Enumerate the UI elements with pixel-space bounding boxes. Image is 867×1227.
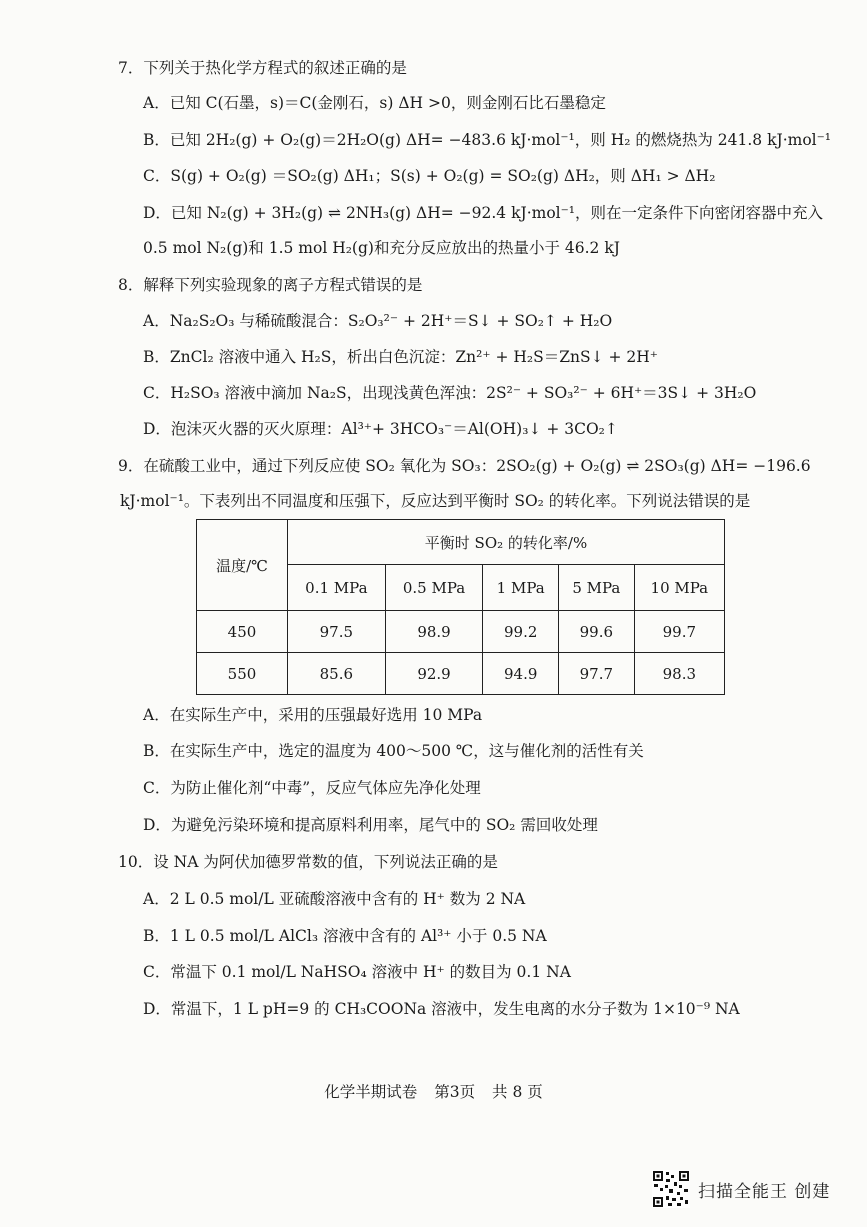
q8-stem: 8．解释下列实验现象的离子方程式错误的是 bbox=[118, 276, 423, 294]
q8-option-a: A．Na₂S₂O₃ 与稀硫酸混合：S₂O₃²⁻ + 2H⁺＝S↓ + SO₂↑ + H₂O bbox=[143, 312, 613, 330]
q7-stem: 7．下列关于热化学方程式的叙述正确的是 bbox=[118, 59, 407, 77]
table-cell: 98.3 bbox=[634, 653, 724, 695]
pressure-header: 5 MPa bbox=[559, 565, 635, 611]
table-cell: 98.9 bbox=[385, 611, 483, 653]
table-cell: 99.7 bbox=[634, 611, 724, 653]
conversion-table bbox=[196, 519, 725, 695]
q7-option-d: D．已知 N₂(g) + 3H₂(g) ⇌ 2NH₃(g) ΔH= −92.4 kJ·mol⁻¹，则在一定条件下向密闭容器中充入 bbox=[143, 204, 824, 222]
q7-option-d-continued: 0.5 mol N₂(g)和 1.5 mol H₂(g)和充分反应放出的热量小于 46.2 kJ bbox=[143, 239, 620, 257]
watermark-text: 扫描全能王 创建 bbox=[698, 1181, 831, 1202]
footer-subject: 化学半期试卷 bbox=[324, 1083, 418, 1101]
temperature-cell: 550 bbox=[197, 653, 288, 695]
table-group-header: 平衡时 SO₂ 的转化率/% bbox=[288, 520, 725, 565]
q7-option-a: A．已知 C(石墨，s)＝C(金刚石，s) ΔH >0，则金刚石比石墨稳定 bbox=[143, 94, 606, 112]
table-cell: 92.9 bbox=[385, 653, 483, 695]
footer-page-number: 第3页 bbox=[434, 1083, 476, 1101]
q9-stem-continued: kJ·mol⁻¹。下表列出不同温度和压强下，反应达到平衡时 SO₂ 的转化率。下列说法错误的是 bbox=[120, 492, 751, 510]
table-corner-header: 温度/℃ bbox=[197, 520, 288, 611]
table-cell: 97.7 bbox=[559, 653, 635, 695]
q9-option-d: D．为避免污染环境和提高原料利用率，尾气中的 SO₂ 需回收处理 bbox=[143, 816, 598, 834]
q9-option-c: C．为防止催化剂“中毒”，反应气体应先净化处理 bbox=[143, 779, 481, 797]
q8-option-d: D．泡沫灭火器的灭火原理：Al³⁺+ 3HCO₃⁻＝Al(OH)₃↓ + 3CO₂↑ bbox=[143, 420, 618, 438]
pressure-header: 1 MPa bbox=[483, 565, 559, 611]
q7-option-b: B．已知 2H₂(g) + O₂(g)＝2H₂O(g) ΔH= −483.6 kJ·mol⁻¹，则 H₂ 的燃烧热为 241.8 kJ·mol⁻¹ bbox=[143, 131, 832, 149]
table-row bbox=[197, 653, 725, 695]
table-row bbox=[197, 611, 725, 653]
q8-option-c: C．H₂SO₃ 溶液中滴加 Na₂S，出现浅黄色浑浊：2S²⁻ + SO₃²⁻ + 6H⁺＝3S↓ + 3H₂O bbox=[143, 384, 757, 402]
q9-option-a: A．在实际生产中，采用的压强最好选用 10 MPa bbox=[143, 706, 483, 724]
q7-option-c: C．S(g) + O₂(g) ＝SO₂(g) ΔH₁；S(s) + O₂(g) = SO₂(g) ΔH₂，则 ΔH₁ > ΔH₂ bbox=[143, 167, 716, 185]
temperature-cell: 450 bbox=[197, 611, 288, 653]
q10-stem: 10．设 NA 为阿伏加德罗常数的值，下列说法正确的是 bbox=[118, 853, 498, 871]
q10-option-d: D．常温下，1 L pH=9 的 CH₃COONa 溶液中，发生电离的水分子数为 1×10⁻⁹ NA bbox=[143, 1000, 740, 1018]
footer-total-pages: 共 8 页 bbox=[492, 1083, 543, 1101]
q10-option-a: A．2 L 0.5 mol/L 亚硫酸溶液中含有的 H⁺ 数为 2 NA bbox=[143, 890, 526, 908]
table-cell: 99.6 bbox=[559, 611, 635, 653]
table-cell: 85.6 bbox=[288, 653, 386, 695]
scanner-watermark bbox=[652, 1170, 830, 1208]
page-footer bbox=[0, 1080, 867, 1102]
table-cell: 97.5 bbox=[288, 611, 386, 653]
qr-code-icon bbox=[652, 1170, 690, 1208]
pressure-header: 0.5 MPa bbox=[385, 565, 483, 611]
pressure-header: 10 MPa bbox=[634, 565, 724, 611]
q10-option-c: C．常温下 0.1 mol/L NaHSO₄ 溶液中 H⁺ 的数目为 0.1 NA bbox=[143, 963, 571, 981]
pressure-header: 0.1 MPa bbox=[288, 565, 386, 611]
q9-option-b: B．在实际生产中，选定的温度为 400～500 ℃，这与催化剂的活性有关 bbox=[143, 742, 644, 760]
table-cell: 99.2 bbox=[483, 611, 559, 653]
q10-option-b: B．1 L 0.5 mol/L AlCl₃ 溶液中含有的 Al³⁺ 小于 0.5 NA bbox=[143, 927, 547, 945]
q9-stem: 9．在硫酸工业中，通过下列反应使 SO₂ 氧化为 SO₃：2SO₂(g) + O₂(g) ⇌ 2SO₃(g) ΔH= −196.6 bbox=[118, 457, 811, 475]
q8-option-b: B．ZnCl₂ 溶液中通入 H₂S，析出白色沉淀：Zn²⁺ + H₂S＝ZnS↓ + 2H⁺ bbox=[143, 348, 658, 366]
table-cell: 94.9 bbox=[483, 653, 559, 695]
